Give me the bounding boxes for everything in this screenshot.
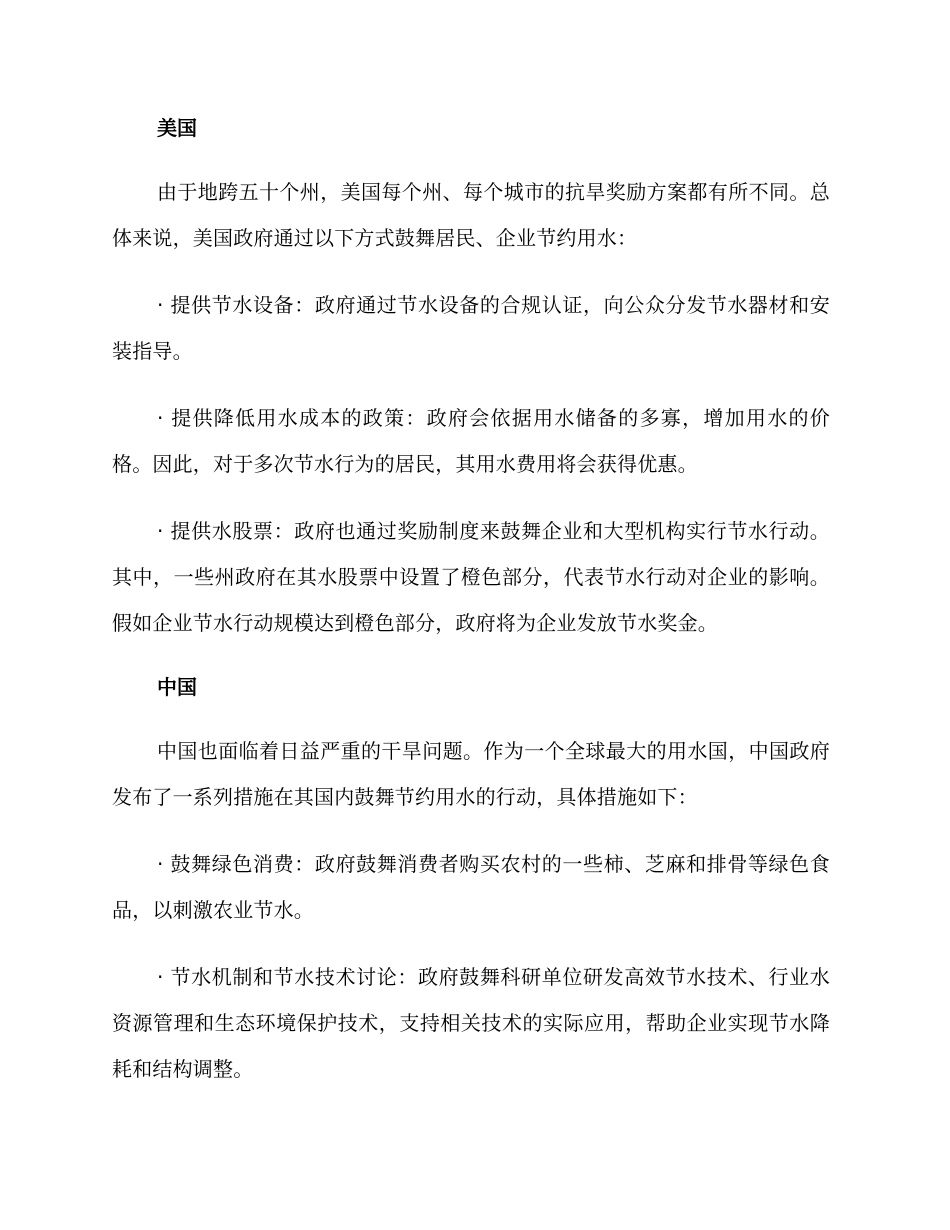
paragraph-china-intro: 中国也面临着日益严重的干旱问题。作为一个全球最大的用水国，中国政府发布了一系列措施在其国内鼓舞节约用水的行动，具体措施如下： bbox=[112, 739, 830, 809]
section-heading-usa: 美国 bbox=[157, 116, 197, 140]
bullet-usa-cost-policy: · 提供降低用水成本的政策：政府会依据用水储备的多寡，增加用水的价格。因此，对于多次节水行为的居民，其用水费用将会获得优惠。 bbox=[112, 406, 830, 476]
bullet-usa-water-stock: · 提供水股票：政府也通过奖励制度来鼓舞企业和大型机构实行节水行动。其中，一些州政府在其水股票中设置了橙色部分，代表节水行动对企业的影响。假如企业节水行动规模达到橙色部分，政府将为企业发放节水奖金。 bbox=[112, 519, 830, 635]
section-heading-china: 中国 bbox=[157, 675, 197, 699]
bullet-usa-equipment: · 提供节水设备：政府通过节水设备的合规认证，向公众分发节水器材和安装指导。 bbox=[112, 293, 830, 363]
bullet-china-green-consumption: · 鼓舞绿色消费：政府鼓舞消费者购买农村的一些柿、芝麻和排骨等绿色食品，以刺激农业节水。 bbox=[112, 852, 830, 922]
section-china bbox=[112, 667, 830, 1092]
section-usa bbox=[112, 108, 830, 646]
paragraph-usa-intro: 由于地跨五十个州，美国每个州、每个城市的抗旱奖励方案都有所不同。总体来说，美国政府通过以下方式鼓舞居民、企业节约用水： bbox=[112, 180, 830, 250]
bullet-china-technology: · 节水机制和节水技术讨论：政府鼓舞科研单位研发高效节水技术、行业水资源管理和生态环境保护技术，支持相关技术的实际应用，帮助企业实现节水降耗和结构调整。 bbox=[112, 965, 830, 1081]
